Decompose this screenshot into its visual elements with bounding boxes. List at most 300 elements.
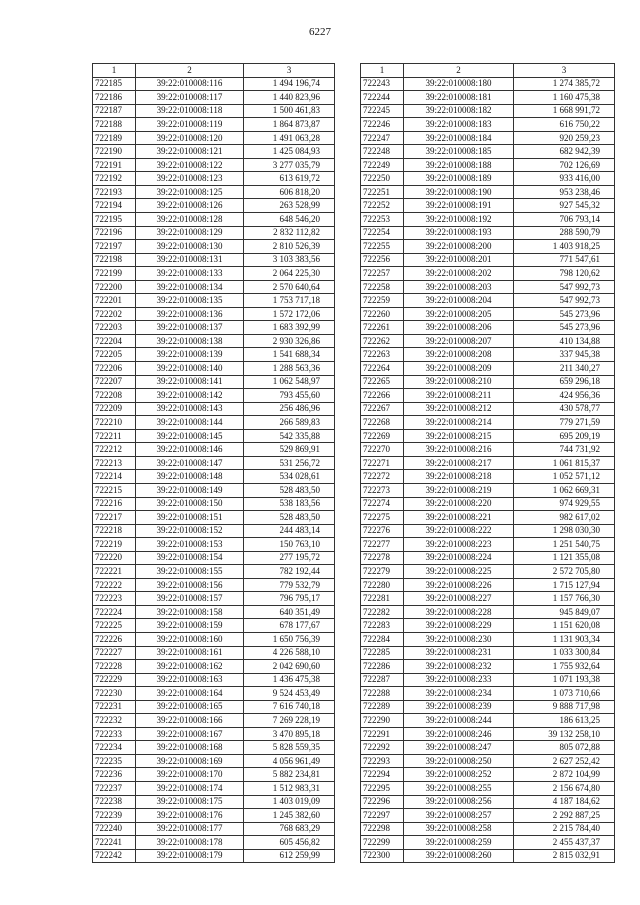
cadastral-value-cell: 659 296,18 [514, 375, 615, 389]
cadastral-value-cell: 1 403 019,09 [244, 795, 335, 809]
cadastral-number-cell: 39:22:010008:181 [404, 91, 514, 105]
row-number-cell: 722189 [93, 131, 136, 145]
table-row [361, 158, 615, 172]
cadastral-number-cell: 39:22:010008:202 [404, 267, 514, 281]
cadastral-value-cell: 2 572 705,80 [514, 565, 615, 579]
page-number: 6227 [309, 26, 331, 38]
cadastral-value-cell: 538 183,56 [244, 497, 335, 511]
row-number-cell: 722269 [361, 429, 404, 443]
cadastral-number-cell: 39:22:010008:255 [404, 781, 514, 795]
table-row [361, 131, 615, 145]
cadastral-value-cell: 1 494 196,74 [244, 77, 335, 91]
table-row [361, 727, 615, 741]
cadastral-number-cell: 39:22:010008:145 [136, 429, 244, 443]
row-number-cell: 722267 [361, 402, 404, 416]
table-row [93, 402, 335, 416]
cadastral-value-cell: 953 238,46 [514, 185, 615, 199]
cadastral-value-cell: 1 491 063,28 [244, 131, 335, 145]
row-number-cell: 722282 [361, 605, 404, 619]
cadastral-number-cell: 39:22:010008:221 [404, 511, 514, 525]
row-number-cell: 722300 [361, 849, 404, 863]
row-number-cell: 722247 [361, 131, 404, 145]
table-row [361, 321, 615, 335]
row-number-cell: 722252 [361, 199, 404, 213]
table-row [361, 199, 615, 213]
cadastral-number-cell: 39:22:010008:135 [136, 294, 244, 308]
table-row [93, 524, 335, 538]
cadastral-value-cell: 779 271,59 [514, 416, 615, 430]
table-row [93, 172, 335, 186]
table-row [93, 104, 335, 118]
table-row [93, 700, 335, 714]
table-row [361, 483, 615, 497]
table-row [93, 754, 335, 768]
table-row [361, 551, 615, 565]
cadastral-number-cell: 39:22:010008:125 [136, 185, 244, 199]
cadastral-number-cell: 39:22:010008:208 [404, 348, 514, 362]
cadastral-value-cell: 256 486,96 [244, 402, 335, 416]
cadastral-value-cell: 1 121 355,08 [514, 551, 615, 565]
table-row [361, 253, 615, 267]
row-number-cell: 722289 [361, 700, 404, 714]
table-row [93, 375, 335, 389]
cadastral-value-cell: 805 072,88 [514, 741, 615, 755]
cadastral-number-cell: 39:22:010008:143 [136, 402, 244, 416]
cadastral-value-cell: 9 524 453,49 [244, 687, 335, 701]
row-number-cell: 722200 [93, 280, 136, 294]
cadastral-value-cell: 2 930 326,86 [244, 334, 335, 348]
table-row [361, 660, 615, 674]
cadastral-value-cell: 1 151 620,08 [514, 619, 615, 633]
row-number-cell: 722223 [93, 592, 136, 606]
row-number-cell: 722195 [93, 213, 136, 227]
cadastral-value-cell: 616 750,22 [514, 118, 615, 132]
table-row [93, 307, 335, 321]
table-row [93, 483, 335, 497]
table-row [361, 849, 615, 863]
cadastral-value-cell: 1 650 756,39 [244, 632, 335, 646]
table-row [361, 104, 615, 118]
row-number-cell: 722249 [361, 158, 404, 172]
row-number-cell: 722210 [93, 416, 136, 430]
cadastral-number-cell: 39:22:010008:174 [136, 781, 244, 795]
cadastral-number-cell: 39:22:010008:156 [136, 578, 244, 592]
row-number-cell: 722287 [361, 673, 404, 687]
table-row [93, 294, 335, 308]
table-row [93, 822, 335, 836]
table-row [93, 443, 335, 457]
cadastral-value-cell: 1 683 392,99 [244, 321, 335, 335]
table-row [93, 768, 335, 782]
table-row [361, 497, 615, 511]
cadastral-number-cell: 39:22:010008:210 [404, 375, 514, 389]
cadastral-value-cell: 2 455 437,37 [514, 836, 615, 850]
row-number-cell: 722268 [361, 416, 404, 430]
cadastral-value-cell: 782 192,44 [244, 565, 335, 579]
cadastral-number-cell: 39:22:010008:120 [136, 131, 244, 145]
table-row [361, 213, 615, 227]
table-row [361, 145, 615, 159]
row-number-cell: 722253 [361, 213, 404, 227]
cadastral-value-cell: 528 483,50 [244, 483, 335, 497]
cadastral-value-cell: 150 763,10 [244, 538, 335, 552]
column-header-3: 3 [514, 64, 615, 78]
row-number-cell: 722229 [93, 673, 136, 687]
table-row [361, 565, 615, 579]
table-row [361, 592, 615, 606]
cadastral-value-cell: 1 288 563,36 [244, 362, 335, 376]
cadastral-value-cell: 4 226 588,10 [244, 646, 335, 660]
cadastral-value-cell: 2 064 225,30 [244, 267, 335, 281]
row-number-cell: 722214 [93, 470, 136, 484]
cadastral-number-cell: 39:22:010008:203 [404, 280, 514, 294]
table-row [93, 714, 335, 728]
cadastral-number-cell: 39:22:010008:151 [136, 511, 244, 525]
cadastral-number-cell: 39:22:010008:170 [136, 768, 244, 782]
row-number-cell: 722232 [93, 714, 136, 728]
cadastral-number-cell: 39:22:010008:192 [404, 213, 514, 227]
table-row [361, 470, 615, 484]
cadastral-number-cell: 39:22:010008:222 [404, 524, 514, 538]
cadastral-value-cell: 1 715 127,94 [514, 578, 615, 592]
cadastral-number-cell: 39:22:010008:212 [404, 402, 514, 416]
table-row [93, 118, 335, 132]
row-number-cell: 722194 [93, 199, 136, 213]
cadastral-value-cell: 982 617,02 [514, 511, 615, 525]
cadastral-value-cell: 793 455,60 [244, 389, 335, 403]
cadastral-value-cell: 545 273,96 [514, 307, 615, 321]
cadastral-number-cell: 39:22:010008:175 [136, 795, 244, 809]
cadastral-value-cell: 1 425 084,93 [244, 145, 335, 159]
row-number-cell: 722285 [361, 646, 404, 660]
cadastral-number-cell: 39:22:010008:191 [404, 199, 514, 213]
cadastral-number-cell: 39:22:010008:259 [404, 836, 514, 850]
cadastral-value-cell: 3 103 383,56 [244, 253, 335, 267]
cadastral-number-cell: 39:22:010008:230 [404, 632, 514, 646]
row-number-cell: 722255 [361, 240, 404, 254]
table-row [93, 727, 335, 741]
cadastral-value-cell: 920 259,23 [514, 131, 615, 145]
row-number-cell: 722272 [361, 470, 404, 484]
cadastral-value-cell: 695 209,19 [514, 429, 615, 443]
cadastral-number-cell: 39:22:010008:129 [136, 226, 244, 240]
cadastral-number-cell: 39:22:010008:246 [404, 727, 514, 741]
row-number-cell: 722236 [93, 768, 136, 782]
table-row [361, 754, 615, 768]
table-row [93, 605, 335, 619]
table-row [361, 172, 615, 186]
cadastral-number-cell: 39:22:010008:179 [136, 849, 244, 863]
cadastral-number-cell: 39:22:010008:218 [404, 470, 514, 484]
cadastral-number-cell: 39:22:010008:128 [136, 213, 244, 227]
cadastral-value-cell: 1 071 193,38 [514, 673, 615, 687]
row-number-cell: 722292 [361, 741, 404, 755]
table-row [361, 822, 615, 836]
cadastral-value-cell: 1 157 766,30 [514, 592, 615, 606]
cadastral-value-cell: 528 483,50 [244, 511, 335, 525]
cadastral-value-cell: 706 793,14 [514, 213, 615, 227]
cadastral-number-cell: 39:22:010008:185 [404, 145, 514, 159]
cadastral-value-cell: 244 483,14 [244, 524, 335, 538]
cadastral-number-cell: 39:22:010008:232 [404, 660, 514, 674]
cadastral-number-cell: 39:22:010008:153 [136, 538, 244, 552]
row-number-cell: 722250 [361, 172, 404, 186]
row-number-cell: 722284 [361, 632, 404, 646]
cadastral-number-cell: 39:22:010008:167 [136, 727, 244, 741]
cadastral-value-cell: 2 872 104,99 [514, 768, 615, 782]
table-row [361, 619, 615, 633]
table-row [361, 118, 615, 132]
cadastral-value-cell: 1 073 710,66 [514, 687, 615, 701]
cadastral-value-cell: 430 578,77 [514, 402, 615, 416]
cadastral-value-cell: 337 945,38 [514, 348, 615, 362]
table-row [93, 592, 335, 606]
table-row [361, 456, 615, 470]
row-number-cell: 722263 [361, 348, 404, 362]
row-number-cell: 722294 [361, 768, 404, 782]
table-row [93, 416, 335, 430]
row-number-cell: 722209 [93, 402, 136, 416]
cadastral-number-cell: 39:22:010008:126 [136, 199, 244, 213]
table-row [361, 511, 615, 525]
cadastral-value-cell: 547 992,73 [514, 280, 615, 294]
row-number-cell: 722216 [93, 497, 136, 511]
cadastral-number-cell: 39:22:010008:178 [136, 836, 244, 850]
table-row [93, 565, 335, 579]
table-row [361, 443, 615, 457]
cadastral-number-cell: 39:22:010008:190 [404, 185, 514, 199]
cadastral-value-cell: 1 274 385,72 [514, 77, 615, 91]
row-number-cell: 722297 [361, 809, 404, 823]
row-number-cell: 722296 [361, 795, 404, 809]
cadastral-value-cell: 7 269 228,19 [244, 714, 335, 728]
row-number-cell: 722198 [93, 253, 136, 267]
cadastral-value-cell: 2 570 640,64 [244, 280, 335, 294]
table-row [361, 605, 615, 619]
cadastral-value-cell: 648 546,20 [244, 213, 335, 227]
cadastral-value-cell: 1 131 903,34 [514, 632, 615, 646]
row-number-cell: 722206 [93, 362, 136, 376]
row-number-cell: 722201 [93, 294, 136, 308]
table-row [361, 226, 615, 240]
row-number-cell: 722234 [93, 741, 136, 755]
table-row [361, 632, 615, 646]
cadastral-number-cell: 39:22:010008:182 [404, 104, 514, 118]
row-number-cell: 722192 [93, 172, 136, 186]
cadastral-value-cell: 1 440 823,96 [244, 91, 335, 105]
cadastral-value-cell: 613 619,72 [244, 172, 335, 186]
row-number-cell: 722241 [93, 836, 136, 850]
row-number-cell: 722275 [361, 511, 404, 525]
cadastral-value-cell: 974 929,55 [514, 497, 615, 511]
table-header-row [93, 64, 335, 78]
row-number-cell: 722213 [93, 456, 136, 470]
cadastral-number-cell: 39:22:010008:247 [404, 741, 514, 755]
cadastral-number-cell: 39:22:010008:193 [404, 226, 514, 240]
row-number-cell: 722219 [93, 538, 136, 552]
table-row [361, 294, 615, 308]
table-row [93, 77, 335, 91]
cadastral-number-cell: 39:22:010008:204 [404, 294, 514, 308]
table-row [93, 185, 335, 199]
cadastral-number-cell: 39:22:010008:223 [404, 538, 514, 552]
cadastral-number-cell: 39:22:010008:188 [404, 158, 514, 172]
column-header-2: 2 [136, 64, 244, 78]
row-number-cell: 722207 [93, 375, 136, 389]
table-row [93, 551, 335, 565]
cadastral-number-cell: 39:22:010008:252 [404, 768, 514, 782]
table-row [93, 456, 335, 470]
cadastral-value-cell: 424 956,36 [514, 389, 615, 403]
row-number-cell: 722248 [361, 145, 404, 159]
cadastral-number-cell: 39:22:010008:183 [404, 118, 514, 132]
table-row [361, 416, 615, 430]
cadastral-value-cell: 1 500 461,83 [244, 104, 335, 118]
cadastral-number-cell: 39:22:010008:217 [404, 456, 514, 470]
table-row [361, 77, 615, 91]
row-number-cell: 722286 [361, 660, 404, 674]
table-row [361, 768, 615, 782]
row-number-cell: 722260 [361, 307, 404, 321]
table-row [93, 131, 335, 145]
cadastral-number-cell: 39:22:010008:144 [136, 416, 244, 430]
cadastral-number-cell: 39:22:010008:121 [136, 145, 244, 159]
cadastral-value-cell: 4 056 961,49 [244, 754, 335, 768]
table-row [361, 375, 615, 389]
cadastral-number-cell: 39:22:010008:184 [404, 131, 514, 145]
cadastral-number-cell: 39:22:010008:152 [136, 524, 244, 538]
cadastral-number-cell: 39:22:010008:137 [136, 321, 244, 335]
cadastral-number-cell: 39:22:010008:234 [404, 687, 514, 701]
cadastral-value-cell: 1 403 918,25 [514, 240, 615, 254]
cadastral-value-cell: 1 062 669,31 [514, 483, 615, 497]
row-number-cell: 722298 [361, 822, 404, 836]
table-row [361, 809, 615, 823]
cadastral-number-cell: 39:22:010008:227 [404, 592, 514, 606]
row-number-cell: 722220 [93, 551, 136, 565]
cadastral-number-cell: 39:22:010008:136 [136, 307, 244, 321]
cadastral-number-cell: 39:22:010008:215 [404, 429, 514, 443]
cadastral-value-cell: 2 832 112,82 [244, 226, 335, 240]
table-row [93, 158, 335, 172]
row-number-cell: 722256 [361, 253, 404, 267]
cadastral-value-cell: 1 668 991,72 [514, 104, 615, 118]
cadastral-number-cell: 39:22:010008:244 [404, 714, 514, 728]
cadastral-number-cell: 39:22:010008:149 [136, 483, 244, 497]
row-number-cell: 722270 [361, 443, 404, 457]
cadastral-value-cell: 3 277 035,79 [244, 158, 335, 172]
cadastral-number-cell: 39:22:010008:119 [136, 118, 244, 132]
cadastral-number-cell: 39:22:010008:122 [136, 158, 244, 172]
cadastral-number-cell: 39:22:010008:158 [136, 605, 244, 619]
cadastral-number-cell: 39:22:010008:166 [136, 714, 244, 728]
row-number-cell: 722230 [93, 687, 136, 701]
cadastral-value-cell: 927 545,32 [514, 199, 615, 213]
row-number-cell: 722279 [361, 565, 404, 579]
row-number-cell: 722278 [361, 551, 404, 565]
table-row [93, 267, 335, 281]
table-row [361, 280, 615, 294]
cadastral-number-cell: 39:22:010008:141 [136, 375, 244, 389]
table-row [93, 389, 335, 403]
cadastral-number-cell: 39:22:010008:176 [136, 809, 244, 823]
cadastral-number-cell: 39:22:010008:219 [404, 483, 514, 497]
table-row [93, 646, 335, 660]
row-number-cell: 722276 [361, 524, 404, 538]
cadastral-value-cell: 531 256,72 [244, 456, 335, 470]
row-number-cell: 722222 [93, 578, 136, 592]
table-row [361, 240, 615, 254]
cadastral-value-cell: 2 815 032,91 [514, 849, 615, 863]
cadastral-value-cell: 529 869,91 [244, 443, 335, 457]
table-row [361, 307, 615, 321]
cadastral-value-cell: 1 512 983,31 [244, 781, 335, 795]
row-number-cell: 722245 [361, 104, 404, 118]
row-number-cell: 722281 [361, 592, 404, 606]
cadastral-value-cell: 1 755 932,64 [514, 660, 615, 674]
row-number-cell: 722257 [361, 267, 404, 281]
table-row [93, 348, 335, 362]
cadastral-value-cell: 1 245 382,60 [244, 809, 335, 823]
cadastral-value-cell: 1 061 815,37 [514, 456, 615, 470]
table-row [93, 497, 335, 511]
row-number-cell: 722273 [361, 483, 404, 497]
table-row [93, 687, 335, 701]
cadastral-number-cell: 39:22:010008:168 [136, 741, 244, 755]
row-number-cell: 722218 [93, 524, 136, 538]
table-row [93, 470, 335, 484]
table-row [361, 362, 615, 376]
row-number-cell: 722258 [361, 280, 404, 294]
row-number-cell: 722238 [93, 795, 136, 809]
cadastral-value-cell: 547 992,73 [514, 294, 615, 308]
cadastral-number-cell: 39:22:010008:146 [136, 443, 244, 457]
table-row [93, 213, 335, 227]
cadastral-number-cell: 39:22:010008:147 [136, 456, 244, 470]
row-number-cell: 722211 [93, 429, 136, 443]
cadastral-number-cell: 39:22:010008:117 [136, 91, 244, 105]
cadastral-value-cell: 1 572 172,06 [244, 307, 335, 321]
cadastral-number-cell: 39:22:010008:116 [136, 77, 244, 91]
cadastral-value-cell: 1 160 475,38 [514, 91, 615, 105]
table-row [361, 836, 615, 850]
row-number-cell: 722225 [93, 619, 136, 633]
table-row [361, 538, 615, 552]
cadastral-value-cell: 744 731,92 [514, 443, 615, 457]
cadastral-number-cell: 39:22:010008:118 [136, 104, 244, 118]
row-number-cell: 722262 [361, 334, 404, 348]
cadastral-number-cell: 39:22:010008:138 [136, 334, 244, 348]
cadastral-value-cell: 211 340,27 [514, 362, 615, 376]
cadastral-value-cell: 933 416,00 [514, 172, 615, 186]
table-row [361, 741, 615, 755]
table-row [93, 280, 335, 294]
table-row [93, 199, 335, 213]
cadastral-value-cell: 796 795,17 [244, 592, 335, 606]
row-number-cell: 722205 [93, 348, 136, 362]
cadastral-value-cell: 545 273,96 [514, 321, 615, 335]
row-number-cell: 722239 [93, 809, 136, 823]
row-number-cell: 722290 [361, 714, 404, 728]
table-row [93, 795, 335, 809]
cadastral-number-cell: 39:22:010008:169 [136, 754, 244, 768]
row-number-cell: 722204 [93, 334, 136, 348]
table-row [93, 511, 335, 525]
cadastral-value-cell: 4 187 184,62 [514, 795, 615, 809]
table-row [93, 362, 335, 376]
cadastral-number-cell: 39:22:010008:258 [404, 822, 514, 836]
table-row [361, 795, 615, 809]
